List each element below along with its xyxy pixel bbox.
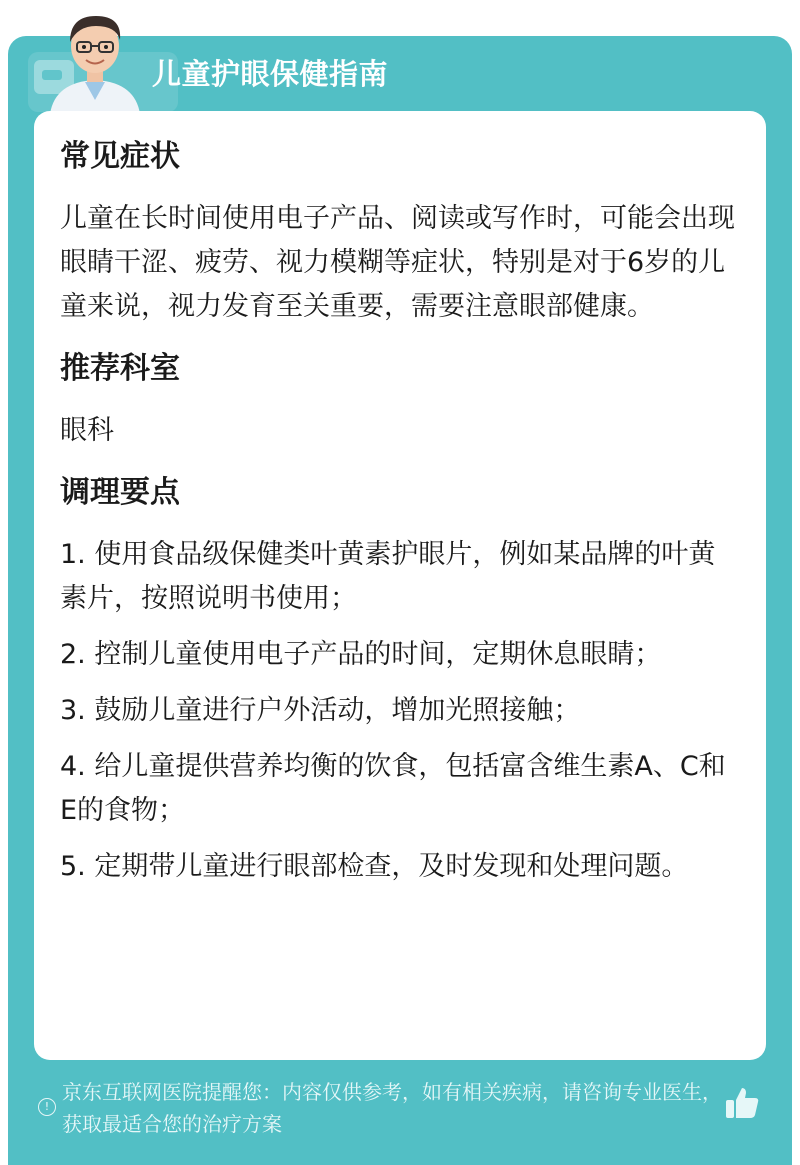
care-item: 5. 定期带儿童进行眼部检查，及时发现和处理问题。 (60, 851, 689, 882)
care-item: 4. 给儿童提供营养均衡的饮食，包括富含维生素A、C和E的食物； (60, 751, 726, 826)
department-text: 眼科 (60, 415, 114, 446)
page-title: 儿童护眼保健指南 (152, 57, 389, 91)
symptoms-heading: 常见症状 (60, 139, 180, 174)
care-item: 2. 控制儿童使用电子产品的时间，定期休息眼睛； (60, 639, 662, 670)
disclaimer-text: 京东互联网医院提醒您：内容仅供参考，如有相关疾病，请咨询专业医生，获取最适合您的治疗方案 (62, 1080, 722, 1136)
symptoms-text: 儿童在长时间使用电子产品、阅读或写作时，可能会出现眼睛干涩、疲劳、视力模糊等症状，特别是对于6岁的儿童来说，视力发育至关重要，需要注意眼部健康。 (60, 203, 735, 322)
department-heading: 推荐科室 (60, 351, 180, 386)
info-icon: ! (38, 1098, 56, 1116)
care-heading: 调理要点 (60, 475, 180, 510)
thumbs-up-icon[interactable] (720, 1082, 764, 1126)
content-card (34, 111, 766, 1060)
care-item: 1. 使用食品级保健类叶黄素护眼片，例如某品牌的叶黄素片，按照说明书使用； (60, 539, 716, 614)
doctor-avatar (40, 4, 150, 114)
care-item: 3. 鼓励儿童进行户外活动，增加光照接触； (60, 695, 581, 726)
